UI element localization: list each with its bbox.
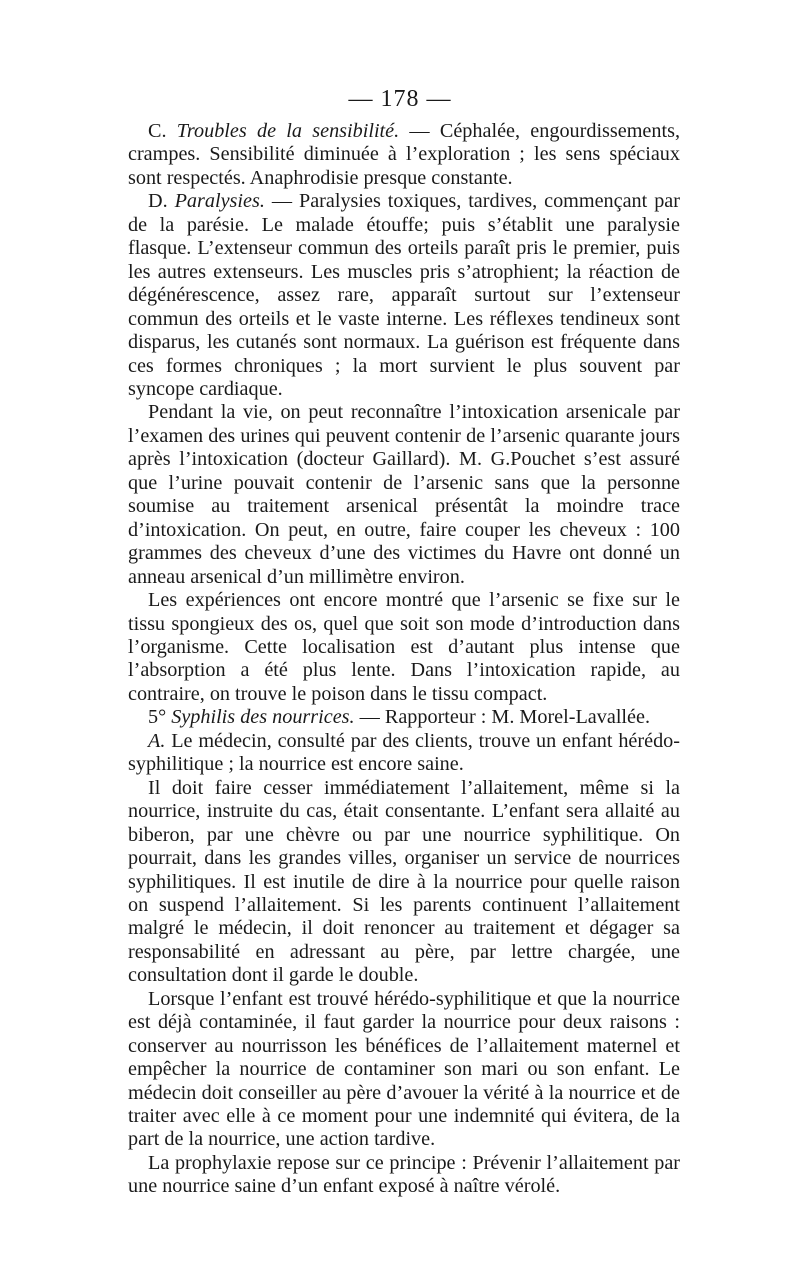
paragraph-paralysies (128, 190, 680, 401)
paragraph-text: — Céphalée, engourdissements, crampes. Sensibilité diminuée à l’exploration ; les sens spéciaux sont respectés. Anaphrodisie presque constante. (128, 120, 680, 189)
paragraph-case-a (128, 730, 680, 777)
paragraph: Il doit faire cesser immédiatement l’allaitement, même si la nourrice, instruite du cas, était consentante. L’enfant sera allaité au biberon, par une chèvre ou par une nourrice syphilitique. On pourrait, dans les grandes villes, organiser un service de nourrices syphilitiques. Il est inutile de dire à la nourrice pour quelle raison on suspend l’allaitement. Si les parents continuent l’allaitement malgré le médecin, il doit renoncer au traitement et dégager sa responsabilité en adressant au père, par lettre chargée, une consultation dont il garde le double. (128, 776, 680, 987)
section-title: Paralysies. (174, 190, 265, 213)
paragraph-syphilis-nourrices (128, 706, 680, 729)
section-title: Troubles de la sensibilité. (176, 120, 400, 142)
page-number: — 178 — (348, 86, 452, 112)
paragraph: Lorsque l’enfant est trouvé hérédo-syphilitique et que la nourrice est déjà contaminée, il faut garder la nourrice pour deux raisons : conserver au nourrisson les bénéfices de l’allaitement maternel et empêcher la nourrice de contaminer son mari ou son enfant. Le médecin doit conseiller au père d’avouer la vérité à la nourrice et de traiter avec elle à ce moment pour une indemnité qui évitera, de la part de la nourrice, une action tardive. (128, 987, 680, 1151)
section-label: 5° (148, 706, 172, 729)
section-label: D. (148, 190, 175, 213)
paragraph-text: — Paralysies toxiques, tardives, commençant par de la parésie. Le malade étouffe; puis s’établit une paralysie flasque. L’extenseur commun des orteils paraît pris le premier, puis les autres extenseurs. Les muscles pris s’atrophient; la réaction de dégénérescence, assez rare, apparaît surtout sur l’extenseur commun des orteils et le vaste interne. Les réflexes tendineux sont disparus, les cutanés sont normaux. La guérison est fréquente dans ces formes chroniques ; la mort survient le plus souvent par syncope cardiaque. (128, 190, 680, 400)
paragraph-text: — Rapporteur : M. Morel-Lavallée. (354, 706, 651, 729)
paragraph-troubles-sensibilite (128, 120, 680, 190)
paragraph-text: Le médecin, consulté par des clients, trouve un enfant hérédo-syphilitique ; la nourrice est encore saine. (128, 729, 680, 776)
section-label: A. (148, 729, 172, 752)
paragraph: Pendant la vie, on peut reconnaître l’intoxication arsenicale par l’examen des urines qui peuvent contenir de l’arsenic quarante jours après l’intoxication (docteur Gaillard). M. G.Pouchet s’est assuré que l’urine pouvait contenir de l’arsenic sans que la personne soumise au traitement arsenical présentât la moindre trace d’intoxication. On peut, en outre, faire couper les cheveux : 100 grammes des cheveux d’une des victimes du Havre ont donné un anneau arsenical d’un millimètre environ. (128, 401, 680, 588)
body-text (128, 120, 680, 1199)
section-label: C. (148, 120, 177, 142)
section-title: Syphilis des nourrices. (171, 706, 355, 729)
paragraph: Les expériences ont encore montré que l’arsenic se fixe sur le tissu spongieux des os, quel que soit son mode d’introduction dans l’organisme. Cette localisation est d’autant plus intense que l’absorption a été plus lente. Dans l’intoxication rapide, au contraire, on trouve le poison dans le tissu compact. (128, 589, 680, 705)
paragraph: La prophylaxie repose sur ce principe : Prévenir l’allaitement par une nourrice saine d’un enfant exposé à naître vérolé. (128, 1151, 680, 1198)
